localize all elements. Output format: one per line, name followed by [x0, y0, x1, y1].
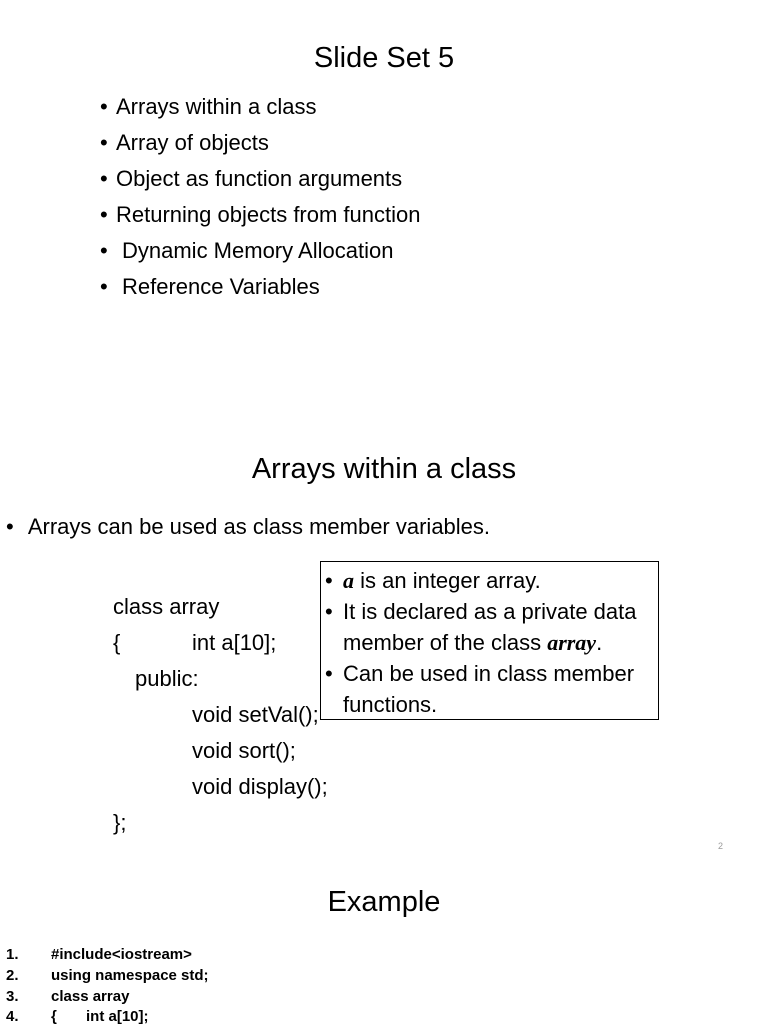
bullet-icon: • — [6, 514, 14, 539]
line-number: 4. — [6, 1008, 19, 1024]
listing-line — [0, 946, 400, 966]
list-item — [100, 166, 421, 202]
code-line: void sort(); — [192, 738, 296, 763]
listing-line — [0, 1008, 400, 1024]
list-item-text: Reference Variables — [122, 274, 320, 299]
code-line: { — [113, 630, 121, 655]
slide1-title: Slide Set 5 — [313, 42, 455, 74]
slide1-bullet-list — [100, 94, 421, 310]
line-text: using namespace std; — [51, 967, 209, 984]
code-line: void display(); — [192, 774, 328, 799]
line-number: 1. — [6, 946, 19, 963]
list-item — [321, 596, 658, 658]
callout-text: Can be used in class member functions. — [343, 661, 635, 717]
list-item — [100, 274, 421, 310]
callout-var: a — [343, 568, 354, 593]
list-item — [100, 238, 421, 274]
slide2-title: Arrays within a class — [251, 453, 517, 485]
line-number: 2. — [6, 967, 19, 984]
page-number: 2 — [718, 841, 724, 851]
line-text: { int a[10]; — [51, 1008, 149, 1024]
bullet-icon: • — [100, 166, 108, 191]
line-number: 3. — [6, 988, 19, 1005]
bullet-icon: • — [100, 130, 108, 155]
bullet-icon: • — [100, 94, 108, 119]
list-item — [100, 202, 421, 238]
list-item-text: Arrays within a class — [116, 94, 317, 119]
callout-text: is an integer array. — [354, 568, 541, 593]
list-item-text: Object as function arguments — [116, 166, 403, 191]
list-item-text: Array of objects — [116, 130, 269, 155]
slide3-title: Example — [327, 886, 441, 918]
line-text: #include<iostream> — [51, 946, 192, 963]
list-item — [100, 94, 421, 130]
listing-line — [0, 967, 400, 987]
callout-box — [320, 561, 659, 720]
bullet-icon: • — [100, 238, 108, 263]
bullet-icon: • — [100, 274, 108, 299]
slide2-intro — [6, 514, 490, 540]
code-line: int a[10]; — [192, 630, 277, 655]
code-line: void setVal(); — [192, 702, 319, 727]
callout-text: It is declared as a private data member of the class — [343, 599, 637, 655]
code-line: public: — [135, 666, 199, 691]
list-item — [100, 130, 421, 166]
line-text: class array — [51, 988, 130, 1005]
code-line: class array — [113, 594, 220, 619]
list-item-text: Dynamic Memory Allocation — [122, 238, 394, 263]
list-item — [321, 565, 658, 596]
slide2-intro-text: Arrays can be used as class member variables. — [27, 514, 491, 539]
listing-line — [0, 988, 400, 1008]
callout-text: . — [596, 630, 603, 655]
bullet-icon: • — [100, 202, 108, 227]
code-line: }; — [113, 810, 127, 835]
list-item — [321, 658, 658, 720]
list-item-text: Returning objects from function — [116, 202, 421, 227]
callout-class-name: array — [547, 630, 597, 655]
